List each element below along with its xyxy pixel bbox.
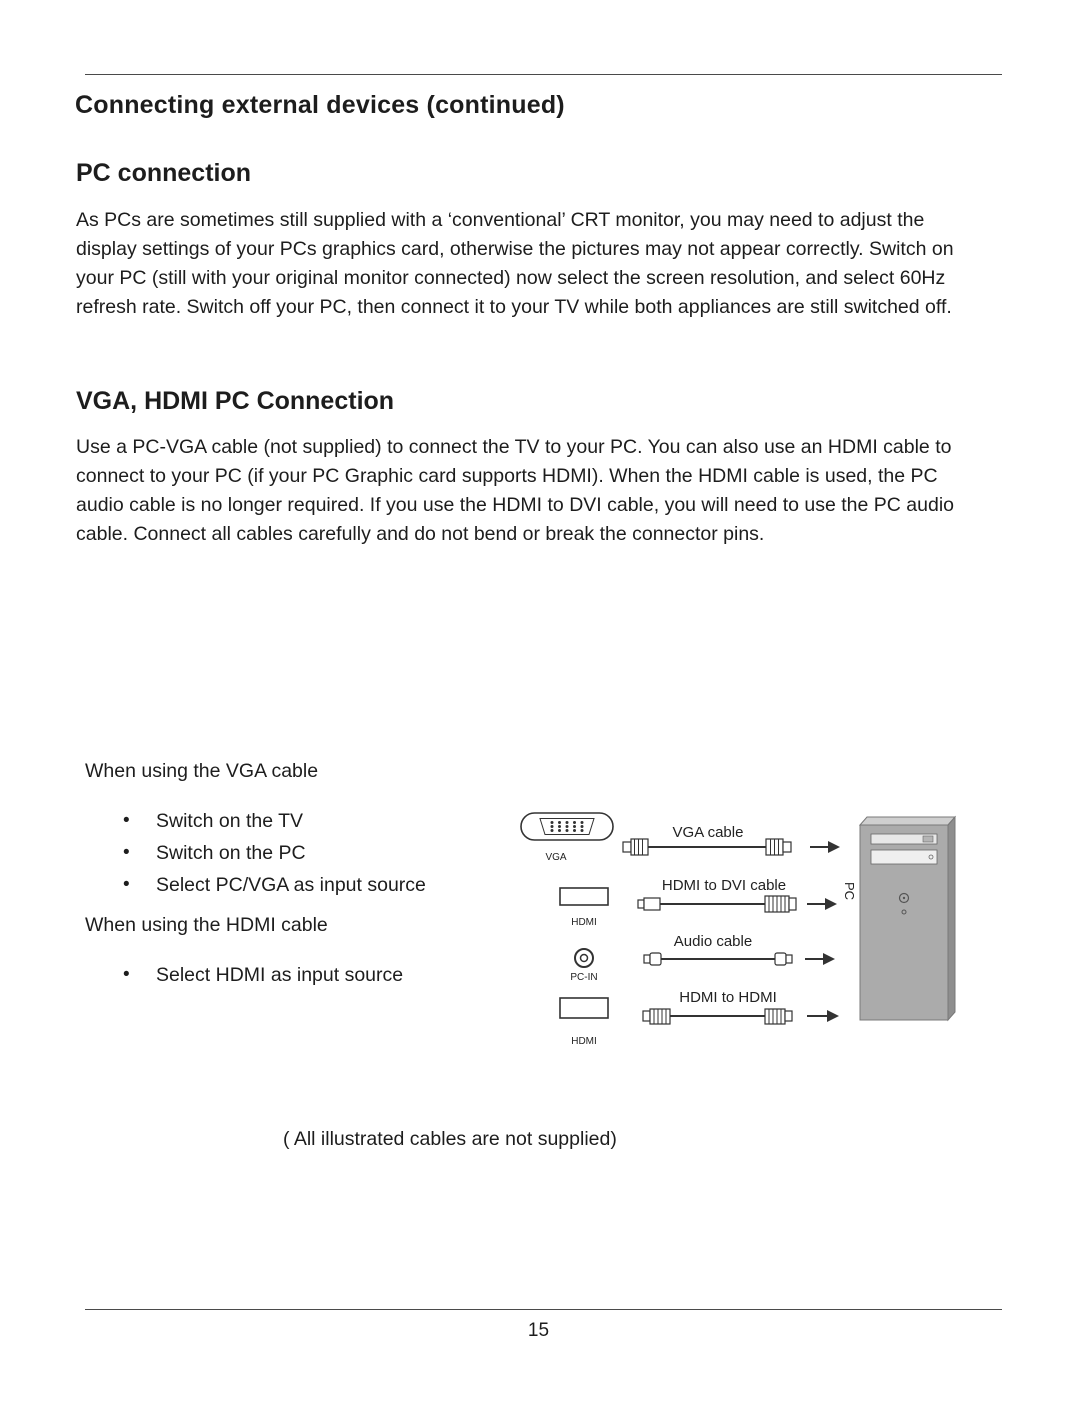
- list-item: • Select HDMI as input source: [85, 964, 515, 987]
- hdmi-port-bottom-icon: [560, 998, 608, 1018]
- hdmi-hdmi-cable-label: HDMI to HDMI: [679, 989, 777, 1006]
- connection-diagram: [515, 798, 960, 1060]
- hdmi-port-top-icon: [560, 888, 608, 905]
- hdmi-port-bottom-label: HDMI: [571, 1036, 597, 1047]
- hdmi-hdmi-cable-icon: [643, 1009, 792, 1024]
- section-heading-vga-hdmi: VGA, HDMI PC Connection: [76, 387, 395, 415]
- vga-instructions-heading: When using the VGA cable: [85, 760, 319, 782]
- vga-port-icon: [521, 813, 613, 840]
- arrow-right-icon: [805, 953, 835, 965]
- list-item: • Switch on the TV: [85, 810, 515, 833]
- pc-tower-label: PC: [842, 882, 857, 901]
- list-item: • Select PC/VGA as input source: [85, 874, 515, 897]
- arrow-right-icon: [807, 898, 837, 910]
- hdmi-port-top-label: HDMI: [571, 917, 597, 928]
- vga-steps-list: [85, 810, 515, 897]
- cables-not-supplied-note: ( All illustrated cables are not supplied): [283, 1128, 617, 1150]
- pc-connection-body: As PCs are sometimes still supplied with a ‘conventional’ CRT monitor, you may need to adjust the display settings of your PCs graphics card, otherwise the pictures may not appear correctly. Switch on your PC (still with your original monitor connected) now select the screen resolution, and select 60Hz refresh rate. Switch off your PC, then connect it to your TV while both appliances are still switched off.: [76, 209, 954, 318]
- page-number: 15: [527, 1320, 550, 1341]
- vga-cable-icon: [623, 839, 791, 855]
- pc-in-label: PC-IN: [570, 972, 598, 983]
- drive-bay-icon: [871, 850, 937, 864]
- audio-cable-label: Audio cable: [673, 933, 753, 950]
- pc-in-jack-icon: [575, 949, 593, 967]
- bottom-divider: [85, 1309, 1002, 1310]
- top-divider: [85, 74, 1002, 75]
- pc-tower-icon: [860, 817, 955, 1020]
- audio-cable-icon: [644, 953, 792, 965]
- section-heading-pc-connection: PC connection: [76, 159, 252, 187]
- vga-port-label: VGA: [545, 852, 567, 863]
- hdmi-steps-list: [85, 964, 515, 987]
- instructions-block: [85, 760, 515, 1004]
- vga-hdmi-body: Use a PC-VGA cable (not supplied) to connect the TV to your PC. You can also use an HDMI cable to connect to your PC (if your PC Graphic card supports HDMI). When the HDMI cable is used, the PC audio cable is no longer required. If you use the HDMI to DVI cable, you will need to use the PC audio cable. Connect all cables carefully and do not bend or break the connector pins.: [76, 436, 955, 545]
- hdmi-dvi-cable-icon: [638, 896, 796, 912]
- hdmi-dvi-cable-label: HDMI to DVI cable: [661, 877, 787, 894]
- list-item: • Switch on the PC: [85, 842, 515, 865]
- vga-cable-label: VGA cable: [672, 824, 744, 841]
- page-title: Connecting external devices (continued): [75, 91, 565, 119]
- arrow-right-icon: [807, 1010, 839, 1022]
- hdmi-instructions-heading: When using the HDMI cable: [85, 914, 328, 936]
- arrow-right-icon: [810, 841, 840, 853]
